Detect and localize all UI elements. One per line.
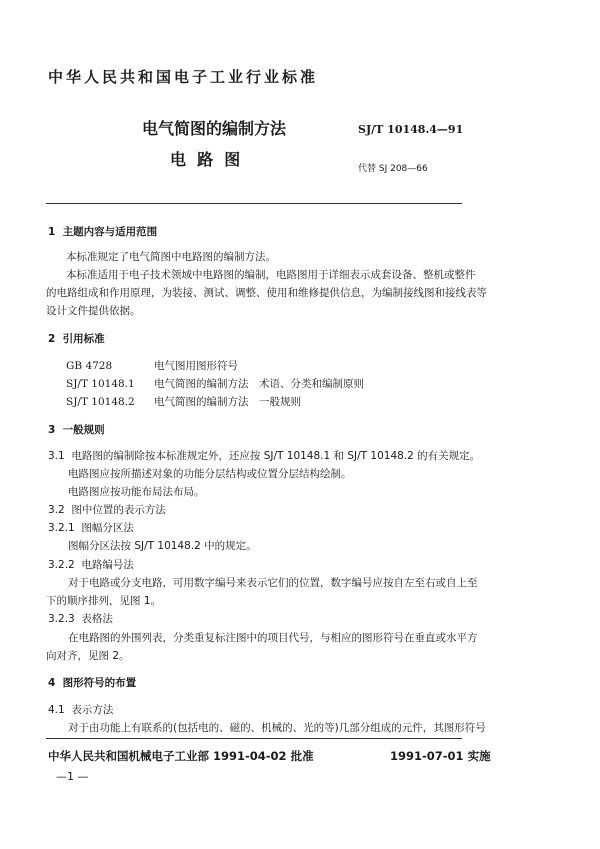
clause-3-2-1: 3.2.1 图幅分区法 xyxy=(48,522,134,534)
reference-code: GB 4728 xyxy=(66,360,113,372)
document-title: 电气简图的编制方法 xyxy=(142,119,287,138)
clause-3-2-3: 3.2.3 表格法 xyxy=(48,613,113,625)
section-3-heading: 3 一般规则 xyxy=(48,424,105,436)
paragraph: 下的顺序排列，见图 1。 xyxy=(46,595,162,607)
replaces-note: 代替 SJ 208—66 xyxy=(358,164,428,174)
paragraph: 本标准规定了电气简图中电路图的编制方法。 xyxy=(66,251,276,263)
reference-title: 电气图用图形符号 xyxy=(154,360,238,372)
reference-title: 电气简图的编制方法 一般规则 xyxy=(154,396,301,408)
paragraph: 对于由功能上有联系的(包括电的、磁的、机械的、光的等)几部分组成的元件，其图形符号 xyxy=(68,722,486,734)
section-2-heading: 2 引用标准 xyxy=(48,333,105,345)
clause-3-2: 3.2 图中位置的表示方法 xyxy=(48,504,166,516)
paragraph: 的电路组成和作用原理，为装接、测试、调整、使用和维修提供信息，为编制接线图和接线表等 xyxy=(46,287,487,299)
reference-title: 电气简图的编制方法 术语、分类和编制原则 xyxy=(154,378,364,390)
paragraph: 本标准适用于电子技术领域中电路图的编制，电路图用于详细表示成套设备、整机或整件 xyxy=(66,269,476,281)
footer-divider xyxy=(46,738,462,739)
clause-3-1: 3.1 电路图的编制除按本标准规定外，还应按 SJ/T 10148.1 和 SJ/T 10148.2 的有关规定。 xyxy=(48,450,481,462)
clause-3-2-2: 3.2.2 电路编号法 xyxy=(48,559,134,571)
issuing-body: 中华人民共和国电子工业行业标准 xyxy=(48,68,319,86)
paragraph: 图幅分区法按 SJ/T 10148.2 中的规定。 xyxy=(68,540,257,552)
paragraph: 电路图应按所描述对象的功能分层结构或位置分层结构绘制。 xyxy=(68,468,352,480)
clause-4-1: 4.1 表示方法 xyxy=(48,704,114,716)
section-4-heading: 4 图形符号的布置 xyxy=(48,677,137,689)
standard-code: SJ/T 10148.4—91 xyxy=(358,123,464,136)
paragraph: 对于电路或分支电路，可用数字编号来表示它们的位置，数字编号应按自左至右或自上至 xyxy=(68,577,478,589)
effective-date: 1991-07-01 实施 xyxy=(390,749,491,763)
document-subtitle: 电 路 图 xyxy=(170,150,241,169)
page-number: —1 — xyxy=(56,770,89,783)
paragraph: 向对齐，见图 2。 xyxy=(46,650,130,662)
reference-code: SJ/T 10148.1 xyxy=(66,378,135,390)
paragraph: 电路图应按功能布局法布局。 xyxy=(68,486,205,498)
reference-code: SJ/T 10148.2 xyxy=(66,396,135,408)
paragraph: 在电路图的外围列表，分类重复标注图中的项目代号，与相应的图形符号在垂直或水平方 xyxy=(68,632,478,644)
paragraph: 设计文件提供依据。 xyxy=(46,305,141,317)
header-divider xyxy=(46,203,462,204)
approval-note: 中华人民共和国机械电子工业部 1991-04-02 批准 xyxy=(48,749,314,763)
section-1-heading: 1 主题内容与适用范围 xyxy=(48,226,158,238)
